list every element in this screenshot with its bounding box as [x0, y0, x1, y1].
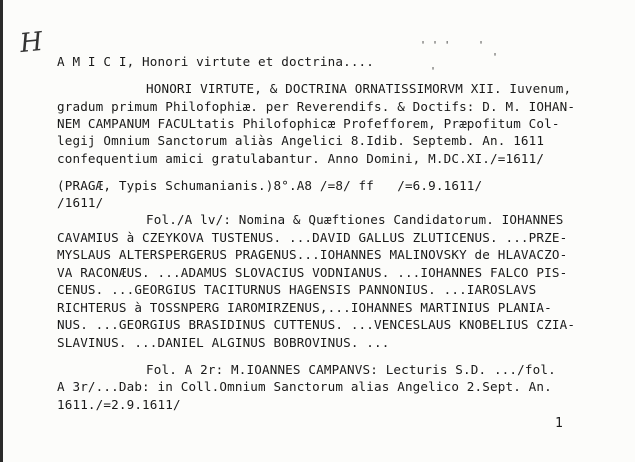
- ink-mark: ': [430, 66, 437, 77]
- card-line-15: NUS. ...GEORGIUS BRASIDINUS CUTTENUS. ...VENCESLAUS KNOBELIUS CZIA-: [57, 317, 576, 332]
- card-line-8: /1611/: [57, 195, 104, 210]
- page-number: 1: [555, 416, 563, 431]
- card-line-14: RICHTERUS à TOSSNPERG IAROMIRZENUS,...IOHANNES MARTINIUS PLANIA-: [57, 300, 552, 315]
- card-line-13: CENUS. ...GEORGIUS TACITURNUS HAGENSIS PANNONIUS. ...IAROSLAVS: [57, 282, 537, 297]
- ink-mark: ': [478, 40, 485, 51]
- handwritten-corner-mark: H: [18, 26, 45, 60]
- ink-mark: ': [492, 52, 499, 63]
- card-line-17: Fol. A 2r: M.IOANNES CAMPANVS: Lecturis S.D. .../fol.: [146, 362, 556, 377]
- card-line-11: MYSLAUS ALTERSPERGERUS PRAGENUS...IOHANNES MALINOVSKY de HLAVACZO-: [57, 247, 568, 262]
- card-line-7: (PRAGÆ, Typis Schumanianis.)8°.A8 /=8/ ff /=6.9.1611/: [57, 178, 483, 193]
- card-line-3: gradum primum Philofophiæ. per Reverendifs. & Doctifs: D. M. IOHAN-: [57, 99, 576, 114]
- card-line-5: legij Omnium Sanctorum aliàs Angelici 8.Idib. Septemb. An. 1611: [57, 133, 545, 148]
- card-line-19: 1611./=2.9.1611/: [57, 397, 181, 412]
- card-line-4: NEM CAMPANUM FACULtatis Philofophicæ Profefforem, Præpofitum Col-: [57, 116, 560, 131]
- card-line-10: CAVAMIUS à CZEYKOVA TUSTENUS. ...DAVID GALLUS ZLUTICENUS. ...PRZE-: [57, 230, 568, 245]
- card-line-6: confequentium amici gratulabantur. Anno Domini, M.DC.XI./=1611/: [57, 151, 545, 166]
- card-line-18: A 3r/...Dab: in Coll.Omnium Sanctorum alias Angelico 2.Sept. An.: [57, 379, 552, 394]
- card-line-16: SLAVINUS. ...DANIEL ALGINUS BOBROVINUS. ...: [57, 335, 390, 350]
- card-line-9: Fol./A lv/: Nomina & Quæftiones Candidatorum. IOHANNES: [146, 212, 564, 227]
- card-line-1: A M I C I, Honori virtute et doctrina....: [57, 54, 375, 69]
- card-line-2: HONORI VIRTUTE, & DOCTRINA ORNATISSIMORVM XII. Iuvenum,: [146, 81, 572, 96]
- card-line-12: VA RACONÆUS. ...ADAMUS SLOVACIUS VODNIANUS. ...IOHANNES FALCO PIS-: [57, 265, 568, 280]
- ink-mark: ' ' ': [420, 40, 451, 51]
- card-left-edge: [0, 0, 3, 462]
